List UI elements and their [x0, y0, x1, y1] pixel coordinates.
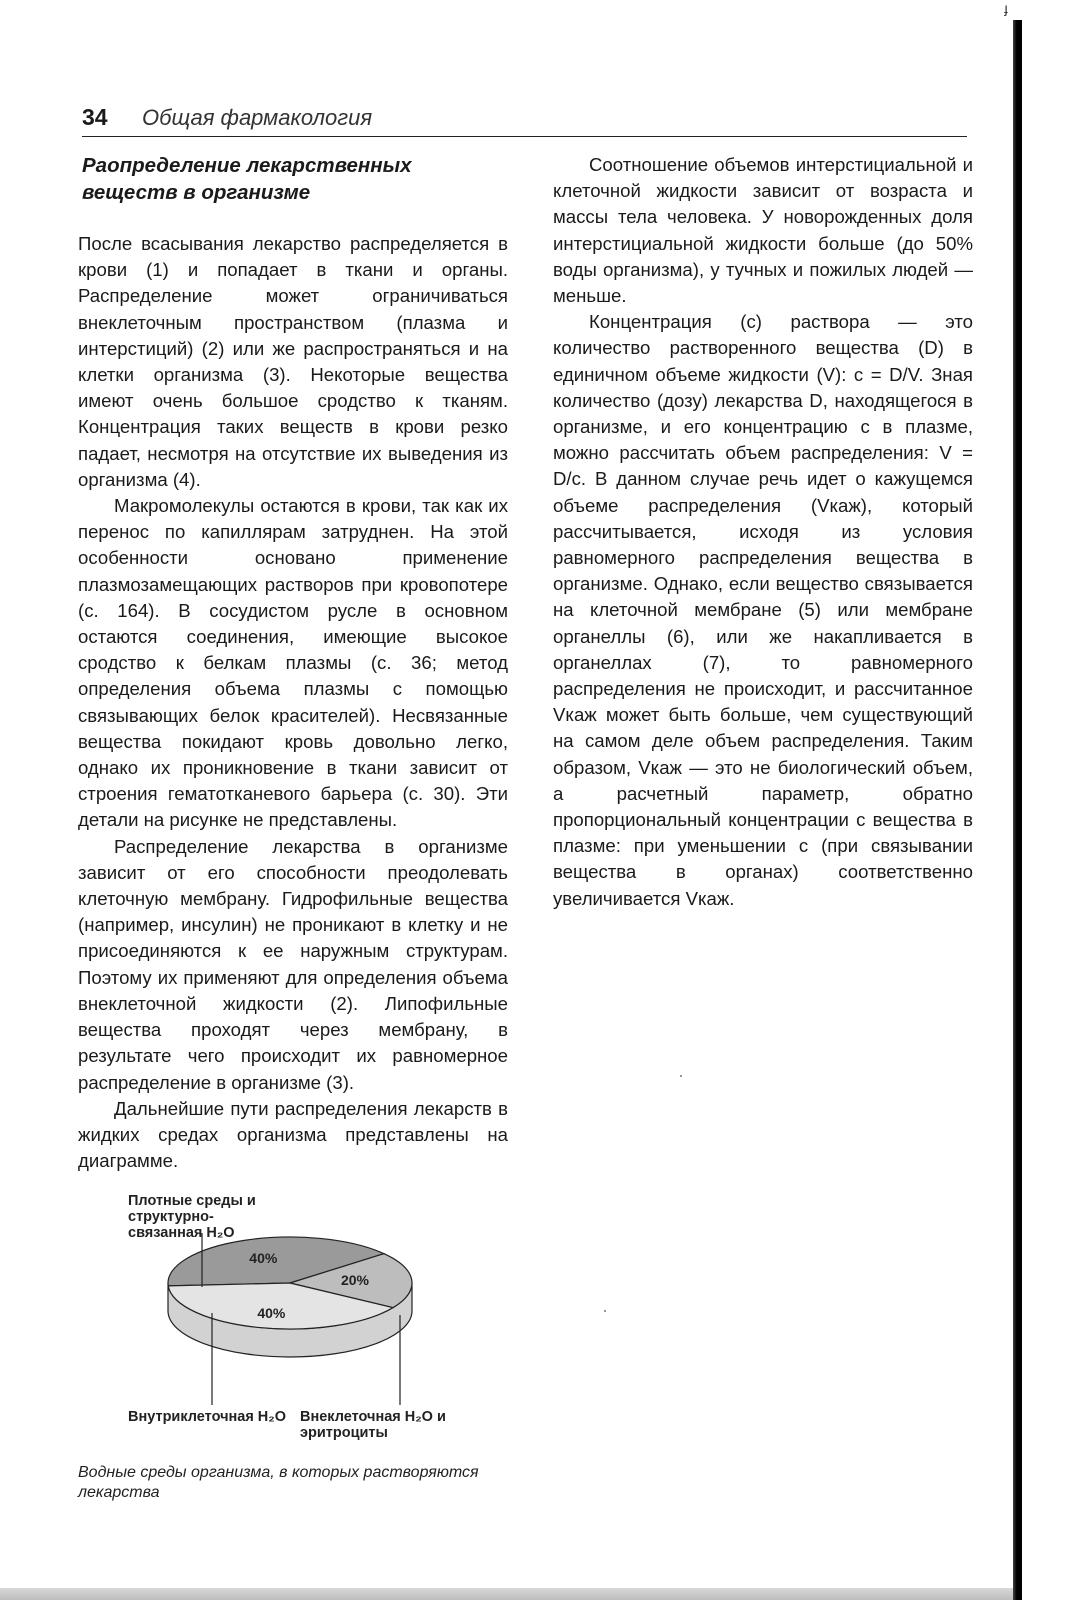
scan-speck	[604, 1310, 606, 1312]
paragraph: Дальнейшие пути распределения лекарств в жидких средах организма представлены на диаграмме.	[78, 1097, 508, 1172]
water-distribution-pie-chart	[120, 1195, 480, 1455]
section-title	[82, 152, 522, 206]
scan-bottom-band	[0, 1588, 1013, 1600]
section-title-line-1: Раопределение лекарственных	[82, 154, 412, 177]
slice-label-extra: 20%	[340, 1272, 369, 1289]
paragraph: Концентрация (c) раствора — это количество растворенного вещества (D) в единичном объеме жидкости (V): c = D/V. Зная количество (дозу) лекарства D, находящегося в организме, и его концентрацию c в плазме, можно рассчитать объем распределения: V = D/c. В данном случае речь идет о кажущемся объеме распределения (Vкаж), который рассчитывается, исходя из условия равномерного распределения вещества в организме. Однако, если вещество связывается на клеточной мембране (5) или мембране органеллы (6), или же накапливается в органеллах (7), то равномерного распределения не происходит, и рассчитанное Vкаж может быть больше, чем существующий на самом деле объем распределения. Таким образом, Vкаж — это не биологический объем, а расчетный параметр, обратно пропорциональный концентрации c вещества в плазме: при уменьшении c (при связывании вещества в органах) соответственно увеличивается Vкаж.	[553, 311, 973, 909]
label-extracellular: Внеклеточная H₂O и эритроциты	[300, 1409, 446, 1441]
paragraph: Макромолекулы остаются в крови, так как их перенос по капиллярам затруднен. На этой особенности основано применение плазмозамещающих растворов при кровопотере (с. 164). В сосудистом русле в основном остаются соединения, имеющие высокое сродство к белкам плазмы (с. 36; метод определения объема плазмы с помощью связывающих белок красителей). Несвязанные вещества покидают кровь довольно легко, однако их проникновение в ткани зависит от строения гематотканевого барьера (с. 30). Эти детали на рисунке не представлены.	[78, 495, 508, 831]
paragraph: После всасывания лекарство распределяется в крови (1) и попадает в ткани и органы. Распределение может ограничиваться внеклеточным пространством (плазма и интерстиций) (2) или же распространяться и на клетки организма (3). Некоторые вещества имеют очень большое сродство к тканям. Концентрация таких веществ в крови резко падает, несмотря на отсутствие их выведения из организма (4).	[78, 233, 508, 490]
scan-speck	[680, 1075, 682, 1077]
corner-mark: ɟ	[1004, 0, 1008, 16]
slice-label-intra: 40%	[257, 1304, 286, 1321]
right-column	[553, 152, 973, 912]
slice-label-dense: 40%	[249, 1250, 278, 1267]
page-number: 34	[82, 104, 108, 130]
label-intracellular: Внутриклеточная H₂O	[128, 1409, 286, 1425]
section-title-line-2: веществ в организме	[82, 181, 311, 204]
left-column	[78, 231, 508, 1174]
paragraph: Соотношение объемов интерстициальной и клеточной жидкости зависит от возраста и массы тела человека. У новорожденных доля интерстициальной жидкости больше (до 50% воды организма), у тучных и пожилых людей — меньше.	[553, 154, 973, 307]
page-edge-shadow	[1013, 20, 1022, 1600]
label-dense-media: Плотные среды и структурно-связанная H₂O	[128, 1193, 256, 1241]
figure-caption: Водные среды организма, в которых растворяются лекарства	[78, 1464, 479, 1501]
page-header	[82, 104, 967, 137]
running-title: Общая фармакология	[142, 105, 373, 130]
paragraph: Распределение лекарства в организме зависит от его способности преодолевать клеточную мембрану. Гидрофильные вещества (например, инсулин) не проникают в клетку и не присоединяются к ее наружным структурам. Поэтому их применяют для определения объема внеклеточной жидкости (2). Липофильные вещества проходят через мембрану, в результате чего происходит их равномерное распределение в организме (3).	[78, 835, 508, 1093]
